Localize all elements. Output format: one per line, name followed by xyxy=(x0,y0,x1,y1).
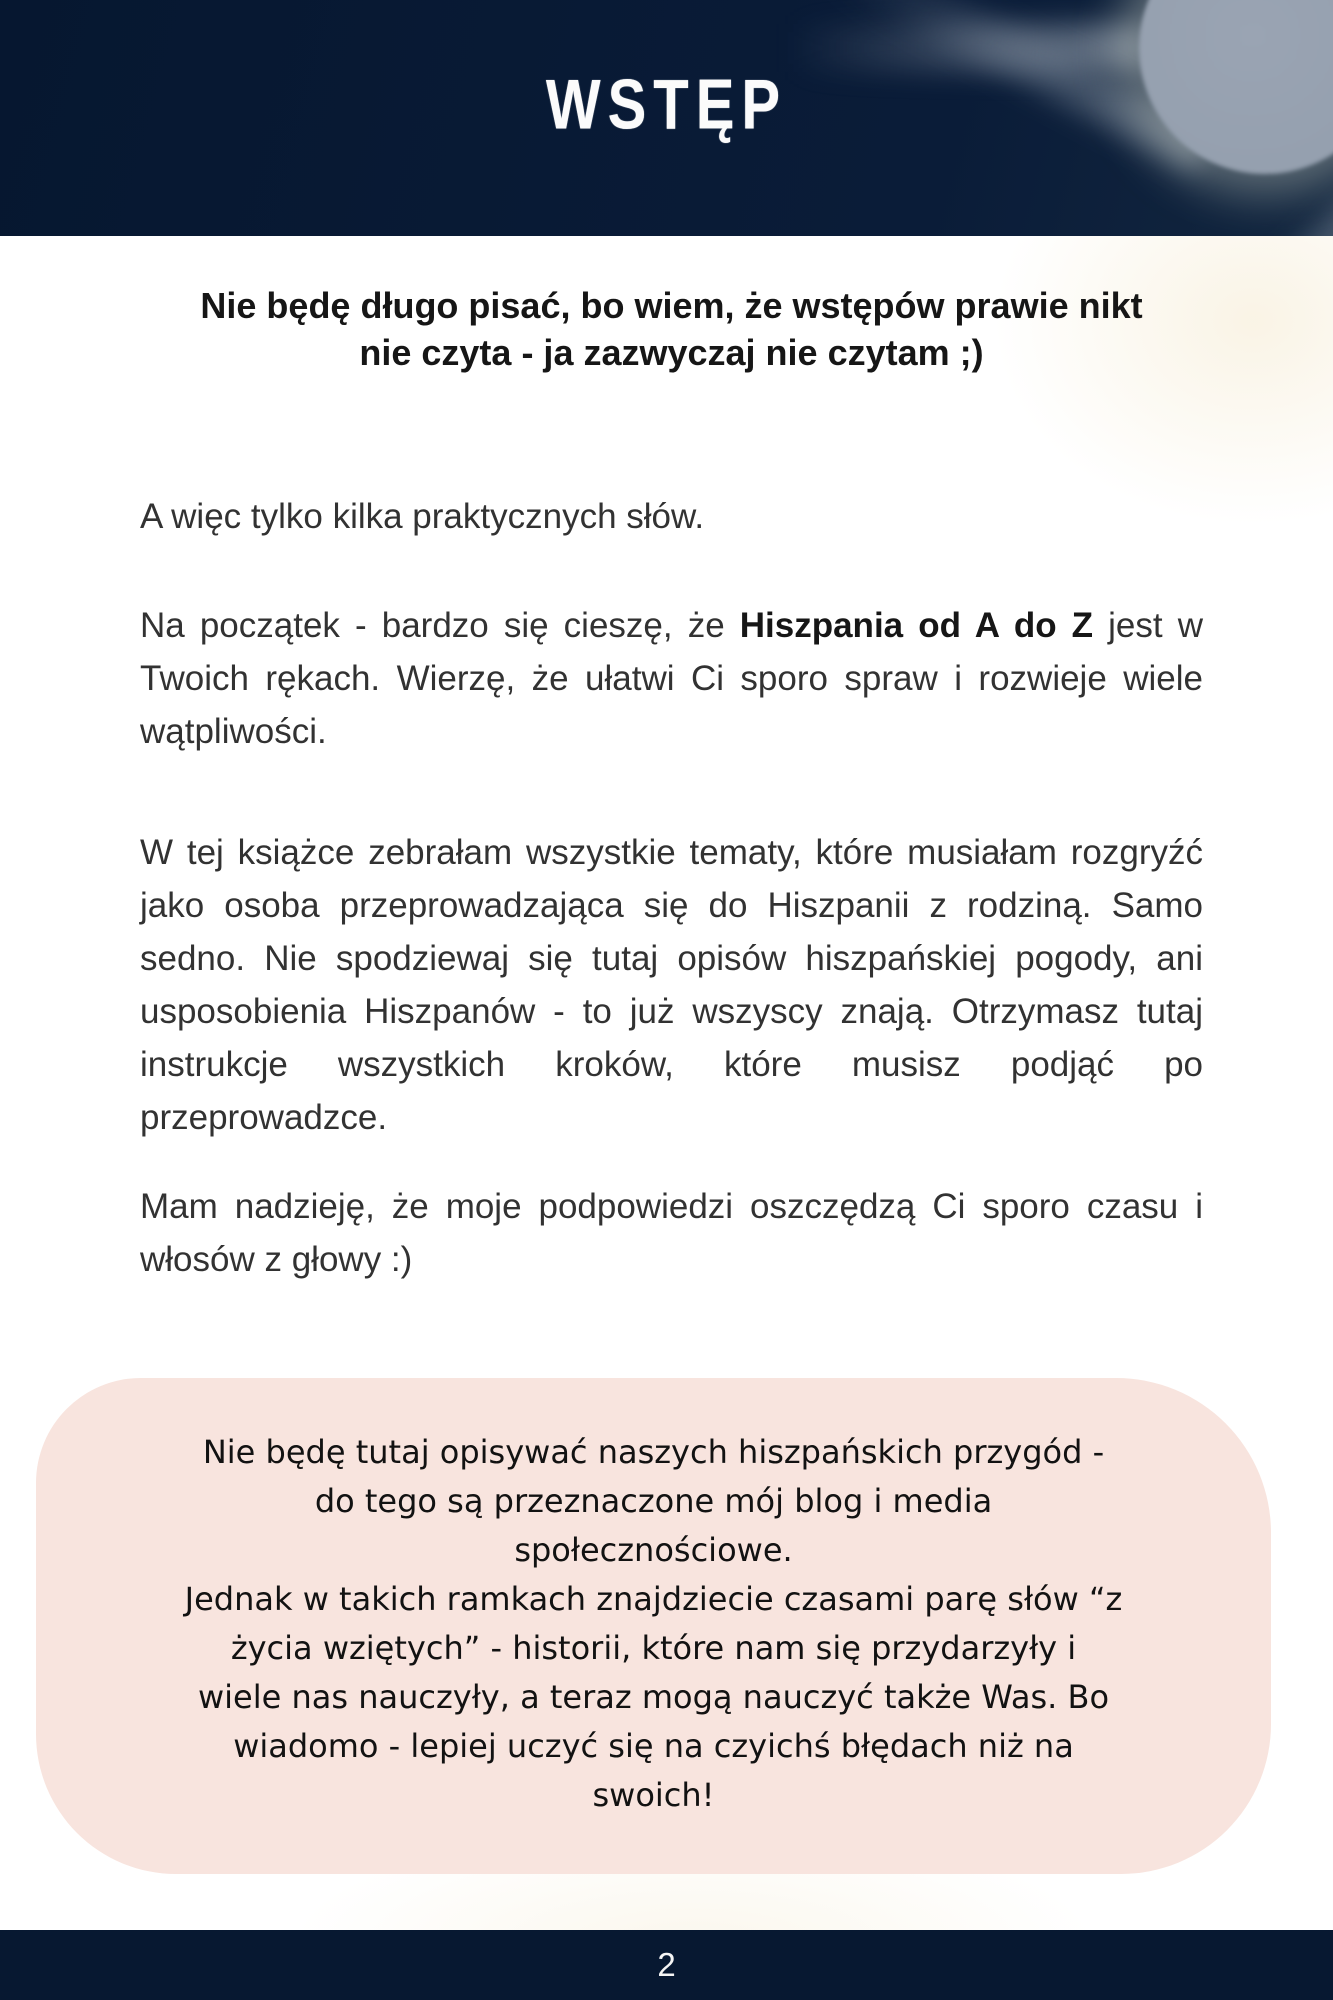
content-area xyxy=(0,236,1333,1930)
intro-heading xyxy=(140,282,1203,376)
highlight-line: do tego są przeznaczone mój blog i media xyxy=(314,1482,993,1520)
intro-heading-line: Nie będę długo pisać, bo wiem, że wstępów prawie nikt xyxy=(200,285,1143,326)
highlight-line: swoich! xyxy=(592,1776,715,1814)
page-number: 2 xyxy=(657,1946,676,1983)
welcome-text-suffix: jest w Twoich rękach. Wierzę, że ułatwi Ci sporo spraw i rozwieje wiele wątpliwości. xyxy=(140,606,1203,751)
paragraph-practical-words: A więc tylko kilka praktycznych słów. xyxy=(140,497,705,536)
paragraph-welcome xyxy=(140,599,1203,758)
footer-bar xyxy=(0,1930,1333,2000)
paragraph-hope: Mam nadzieję, że moje podpowiedzi oszczędzą Ci sporo czasu i włosów z głowy :) xyxy=(140,1187,1203,1279)
paragraph-book-contents: W tej książce zebrałam wszystkie tematy, które musiałam rozgryźć jako osoba przeprowadzająca się do Hiszpanii z rodziną. Samo sedno. Nie spodziewaj się tutaj opisów hiszpańskiej pogody, ani usposobienia Hiszpanów - to już wszyscy znają. Otrzymasz tutaj instrukcje wszystkich kroków, które musisz podjąć po przeprowadzce. xyxy=(140,833,1203,1137)
book-title-bold: Hiszpania od A do Z xyxy=(739,606,1094,645)
highlight-line: Nie będę tutaj opisywać naszych hiszpańskich przygód - xyxy=(202,1433,1105,1471)
highlight-line: Jednak w takich ramkach znajdziecie czasami parę słów “z xyxy=(184,1580,1123,1618)
intro-heading-line: nie czyta - ja zazwyczaj nie czytam ;) xyxy=(359,332,984,373)
header-banner xyxy=(0,0,1333,236)
highlight-box xyxy=(36,1378,1271,1874)
highlight-line: wiele nas nauczyły, a teraz mogą nauczyć także Was. Bo xyxy=(197,1678,1110,1716)
highlight-line: życia wziętych” - historii, które nam się przydarzyły i xyxy=(230,1629,1077,1667)
page-title: WSTĘP xyxy=(545,65,788,145)
welcome-text-prefix: Na początek - bardzo się cieszę, że xyxy=(140,606,740,645)
light-beam-down-right xyxy=(1168,174,1333,236)
highlight-line: wiadomo - lepiej uczyć się na czyichś błędach niż na xyxy=(233,1727,1074,1765)
highlight-line: społecznościowe. xyxy=(514,1531,793,1569)
